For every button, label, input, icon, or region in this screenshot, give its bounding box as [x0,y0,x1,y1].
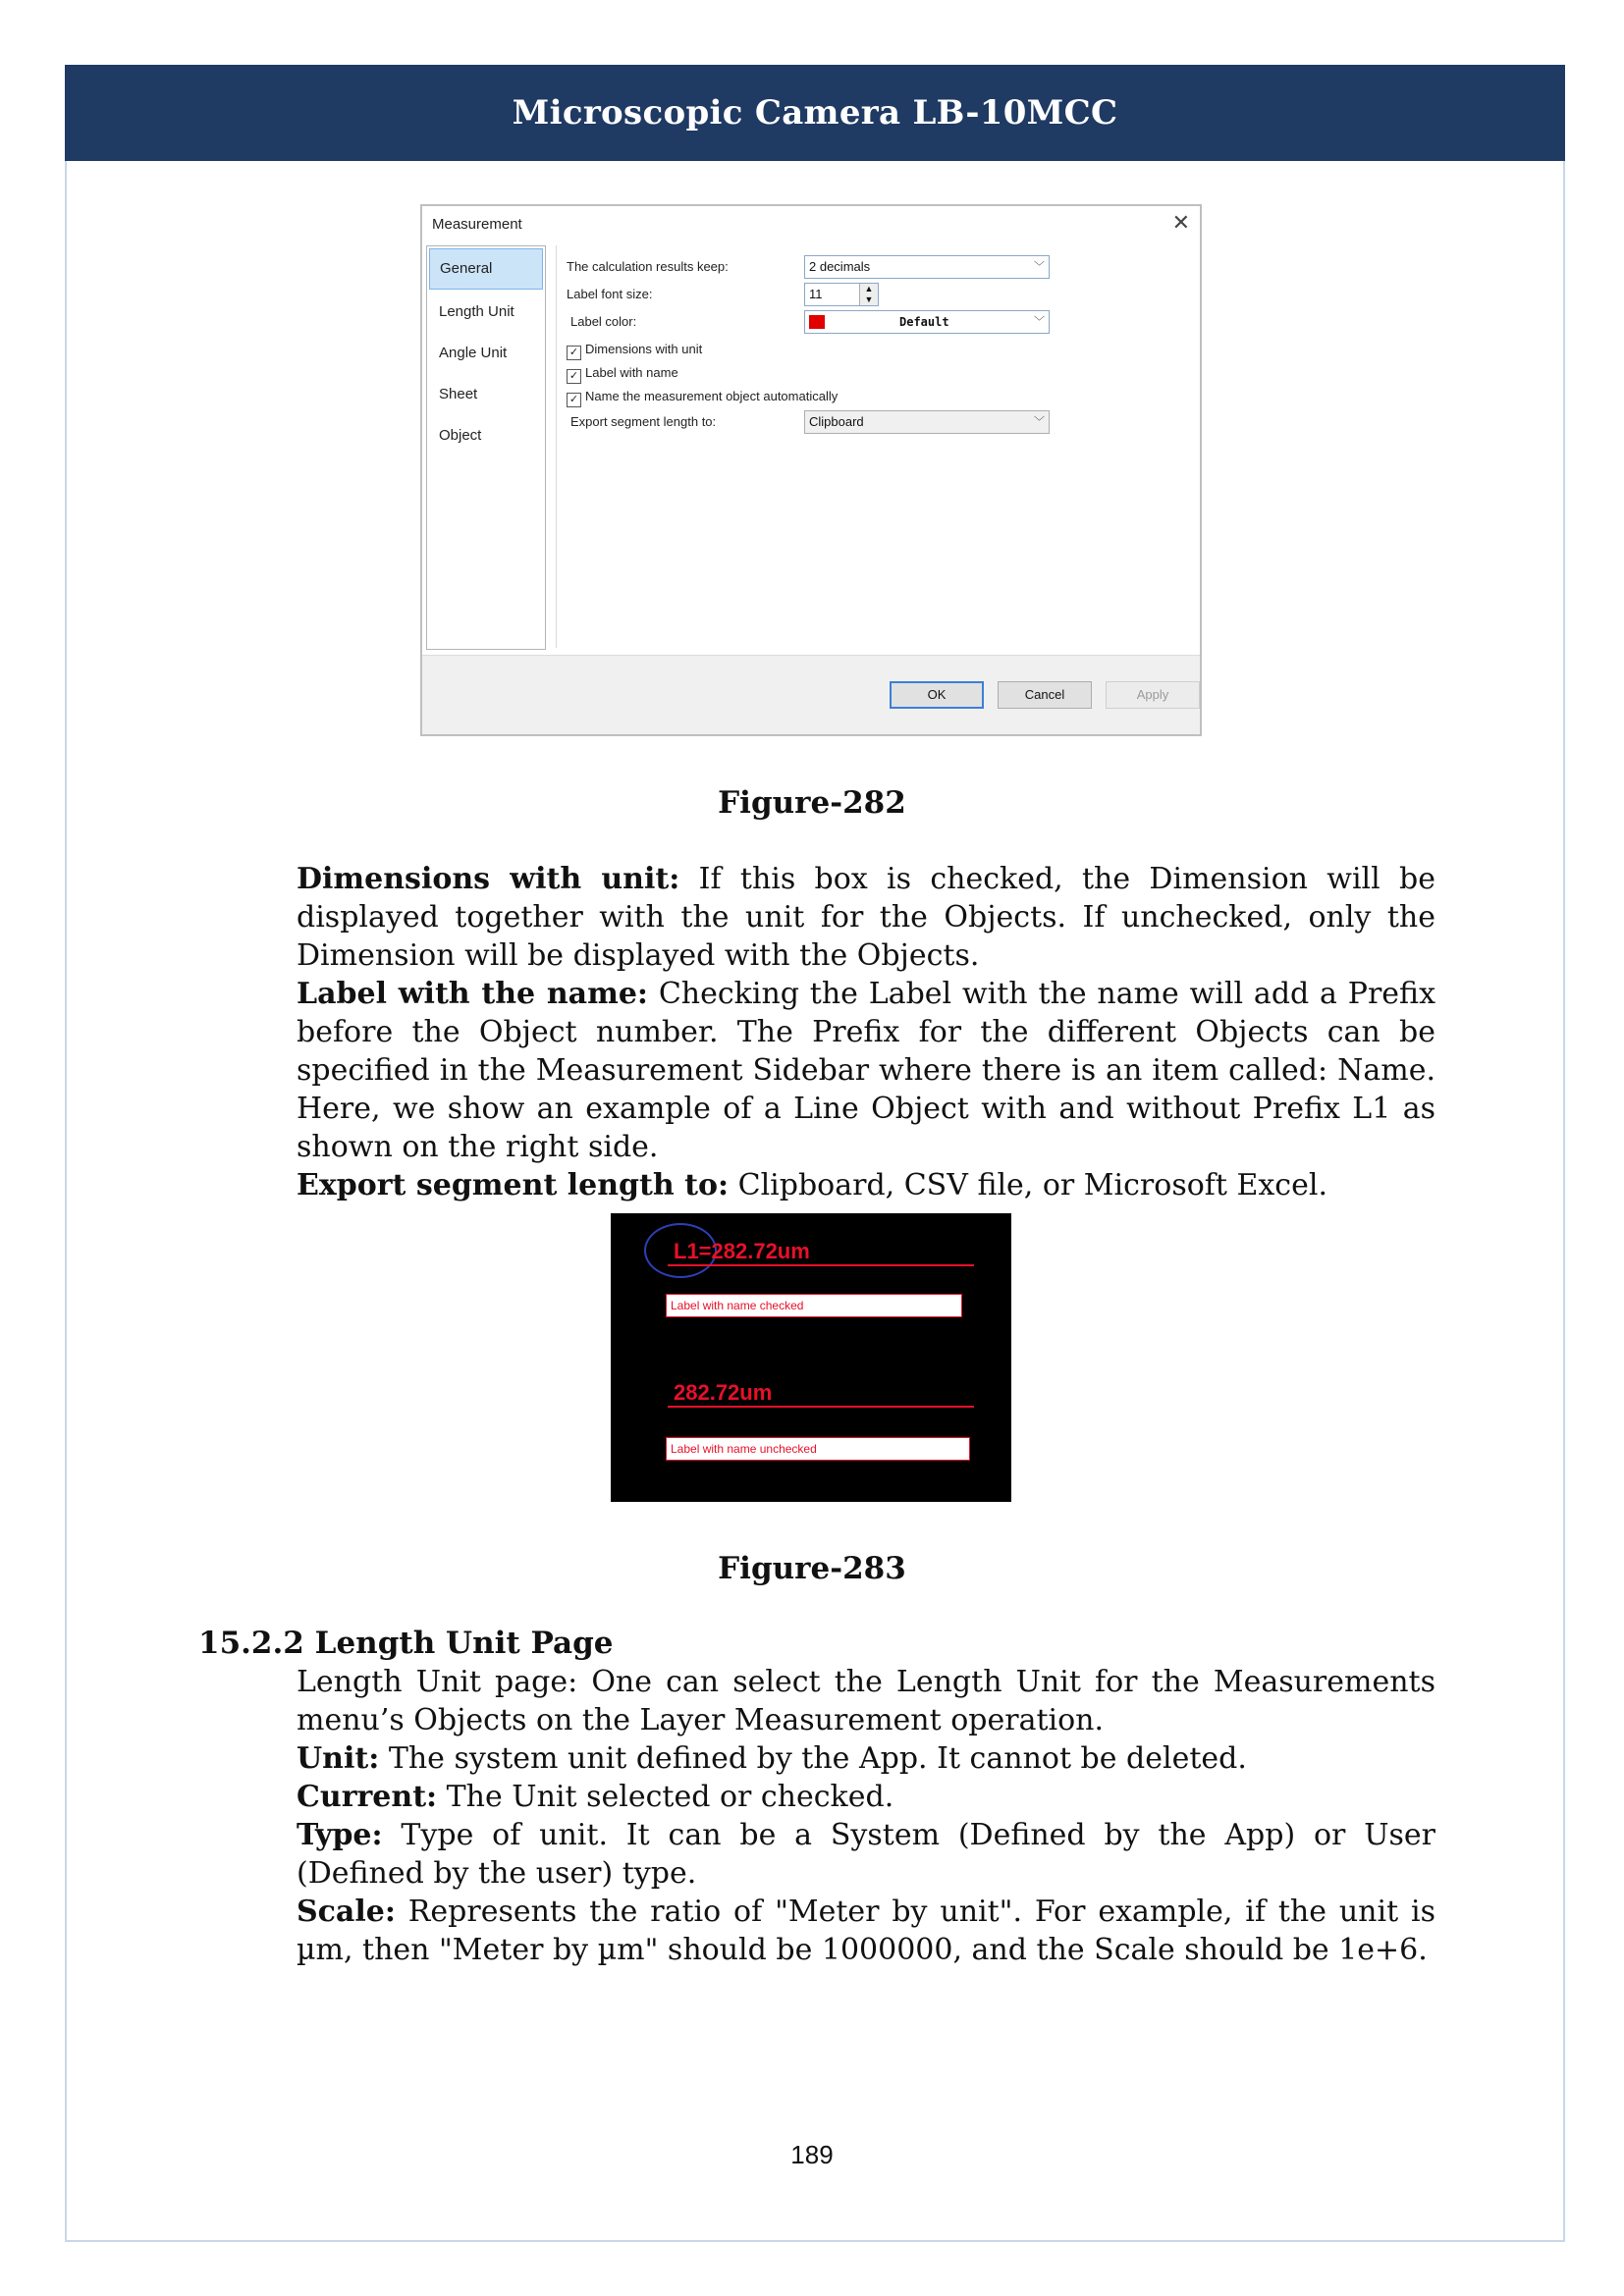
body-section-1 [297,860,1435,1204]
label-color-value: Default [899,315,949,329]
cancel-button[interactable]: Cancel [998,681,1092,709]
font-size-spinner[interactable] [804,283,879,306]
close-icon[interactable]: ✕ [1171,210,1190,235]
header-bar [65,65,1565,161]
figure-283-image [611,1213,1011,1502]
paragraph-intro: Length Unit page: One can select the Length Unit for the Measurements menu’s Objects on the Layer Measurement operation. [297,1665,1435,1737]
section-heading: 15.2.2 Length Unit Page [198,1626,614,1661]
font-size-label: Label font size: [567,287,653,301]
unchecked-caption-box: Label with name unchecked [666,1437,970,1461]
label-with-name-checkbox[interactable]: ✓ Label with name [567,365,678,384]
page-number: 189 [790,2140,834,2169]
sidebar-item-general[interactable]: General [429,248,543,290]
chevron-down-icon: ﹀ [1034,316,1045,328]
spin-arrows-icon[interactable]: ▲ ▼ [859,284,878,305]
dialog-sidebar [426,245,546,650]
measure-line [668,1406,974,1408]
paragraph-dimensions: Dimensions with unit: If this box is checked, the Dimension will be displayed together with the unit for the Objects. If unchecked, only the Dimension will be displayed with the Objects. [297,862,1435,973]
check-icon: ✓ [567,369,581,384]
sidebar-item-object[interactable]: Object [439,427,482,444]
paragraph-export: Export segment length to: Clipboard, CSV file, or Microsoft Excel. [297,1168,1327,1202]
sidebar-item-sheet[interactable]: Sheet [439,386,478,402]
body-section-2 [297,1663,1435,1969]
export-label: Export segment length to: [570,414,717,429]
apply-button[interactable]: Apply [1106,681,1200,709]
label-color-select[interactable] [804,310,1050,334]
calc-decimals-select[interactable] [804,255,1050,279]
measurement-dialog [420,204,1202,736]
dimensions-with-unit-checkbox[interactable]: ✓ Dimensions with unit [567,342,702,360]
color-swatch [809,315,825,329]
checked-caption-box: Label with name checked [666,1294,962,1317]
sidebar-item-angle-unit[interactable]: Angle Unit [439,345,508,361]
calc-label: The calculation results keep: [567,259,729,274]
label-without-prefix: 282.72um [674,1380,773,1405]
figure-282-caption: Figure-282 [718,785,906,821]
header-title: Microscopic Camera LB-10MCC [512,93,1118,133]
font-size-value: 11 [809,287,823,301]
label-with-prefix: L1=282.72um [674,1239,810,1263]
name-automatically-checkbox[interactable]: ✓ Name the measurement object automatically [567,389,838,407]
paragraph-unit: Unit: The system unit defined by the App. It cannot be deleted. [297,1741,1247,1776]
paragraph-label-name: Label with the name: Checking the Label with the name will add a Prefix before the Object number. The Prefix for the different Objects can be specified in the Measurement Sidebar where there is an item called: Name. Here, we show an example of a Line Object with and without Prefix L1 as shown on the right side. [297,977,1435,1164]
figure-283-caption: Figure-283 [718,1551,906,1586]
paragraph-scale: Scale: Represents the ratio of "Meter by unit". For example, if the unit is µm, then "Meter by µm" should be 1000000, and the Scale should be 1e+6. [297,1895,1435,1967]
check-icon: ✓ [567,393,581,407]
paragraph-current: Current: The Unit selected or checked. [297,1780,894,1814]
dialog-footer [422,655,1200,734]
chevron-down-icon: ﹀ [1034,261,1045,273]
chevron-down-icon: ﹀ [1034,416,1045,428]
calc-decimals-value: 2 decimals [809,259,871,274]
paragraph-type: Type: Type of unit. It can be a System (Defined by the App) or User (Defined by the user) type. [297,1818,1435,1891]
label-color-label: Label color: [570,314,637,329]
ok-button[interactable]: OK [890,681,984,709]
dialog-title: Measurement [432,216,522,233]
sidebar-item-length-unit[interactable]: Length Unit [439,303,514,320]
export-value: Clipboard [809,414,864,429]
check-icon: ✓ [567,346,581,360]
dialog-content [556,245,1185,648]
measure-line [668,1264,974,1266]
export-select[interactable] [804,410,1050,434]
